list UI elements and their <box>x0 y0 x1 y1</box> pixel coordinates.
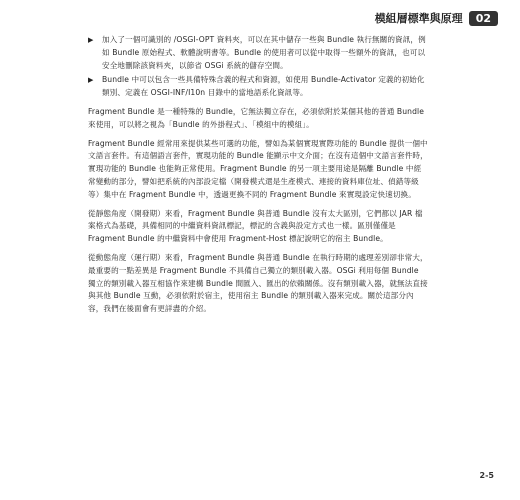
paragraph: 從動態角度（運行期）來看，Fragment Bundle 與普通 Bundle 在執行時期的處理差別卻非常大，最重要的一點差異是 Fragment Bundle 不具備自己獨立的類別載入器。OSGi 利用每個 Bundle 獨立的類別載入器互相協作來建構 Bundle 間匯入、匯出的依賴關係。沒有類別載入器，就無法直接與其他 Bundle 互動，必須依附於宿主，使用宿主 Bundle 的類別載入器來完成。關於這部分內容，我們在後面會有更詳盡的介紹。 <box>88 252 428 314</box>
paragraph: Fragment Bundle 是一種特殊的 Bundle，它無法獨立存在，必須依附於某個其他的普通 Bundle 來使用，可以將之視為「Bundle 的外掛程式」、「模組中的模組」。 <box>88 106 424 129</box>
list-item <box>88 74 428 100</box>
paragraph: Fragment Bundle 經常用來提供某些可選的功能，譬如為某個實現實際功能的 Bundle 提供一個中文語言套件。有這個語言套件，實現功能的 Bundle 能顯示中文介面；在沒有這個中文語言套件時，實現功能的 Bundle 也能夠正常使用。Fragment Bundle 的另一項主要用途是隔離 Bundle 中經常變動的部分，譬如把系統的內部設定檔（開發模式還是生產模式、連接的資料庫位址、偵錯等級等）集中在 Fragment Bundle 中，透過更換不同的 Fragment Bundle 來實現設定快速切換。 <box>88 138 428 199</box>
list-item <box>88 34 428 72</box>
chapter-number-badge: 02 <box>469 11 498 26</box>
chapter-title: 模組層標準與原理 <box>374 12 463 25</box>
chapter-header <box>375 10 498 26</box>
bullet-list <box>88 34 428 100</box>
page-number: 2-5 <box>479 471 494 480</box>
bullet-text: Bundle 中可以包含一些具備特殊含義的程式和資源，如使用 Bundle-Activator 定義的初始化類別、定義在 OSGI-INF/I10n 目錄中的當地語系化資訊等。 <box>102 75 425 98</box>
page-body <box>88 34 428 322</box>
triangle-bullet-icon: ▶ <box>88 36 94 44</box>
paragraph: 從靜態角度（開發期）來看，Fragment Bundle 與普通 Bundle 沒有太大區別，它們都以 JAR 檔案格式為基礎，具備相同的中繼資料資訊標記，標記的含義與設定方式也一樣。區別僅僅是 Fragment Bundle 的中繼資料中會使用 Fragment-Host 標記說明它的宿主 Bundle。 <box>88 208 423 244</box>
triangle-bullet-icon: ▶ <box>88 76 94 85</box>
bullet-text: 加入了一個可識別的 /OSGI-OPT 資料夾，可以在其中儲存一些與 Bundle 執行無關的資訊，例如 Bundle 原始程式、軟體說明書等。Bundle 的使用者可以從中取得一些額外的資訊，也可以安全地刪除該資料夾，以節省 OSGi 系統的儲存空間。 <box>102 35 426 70</box>
